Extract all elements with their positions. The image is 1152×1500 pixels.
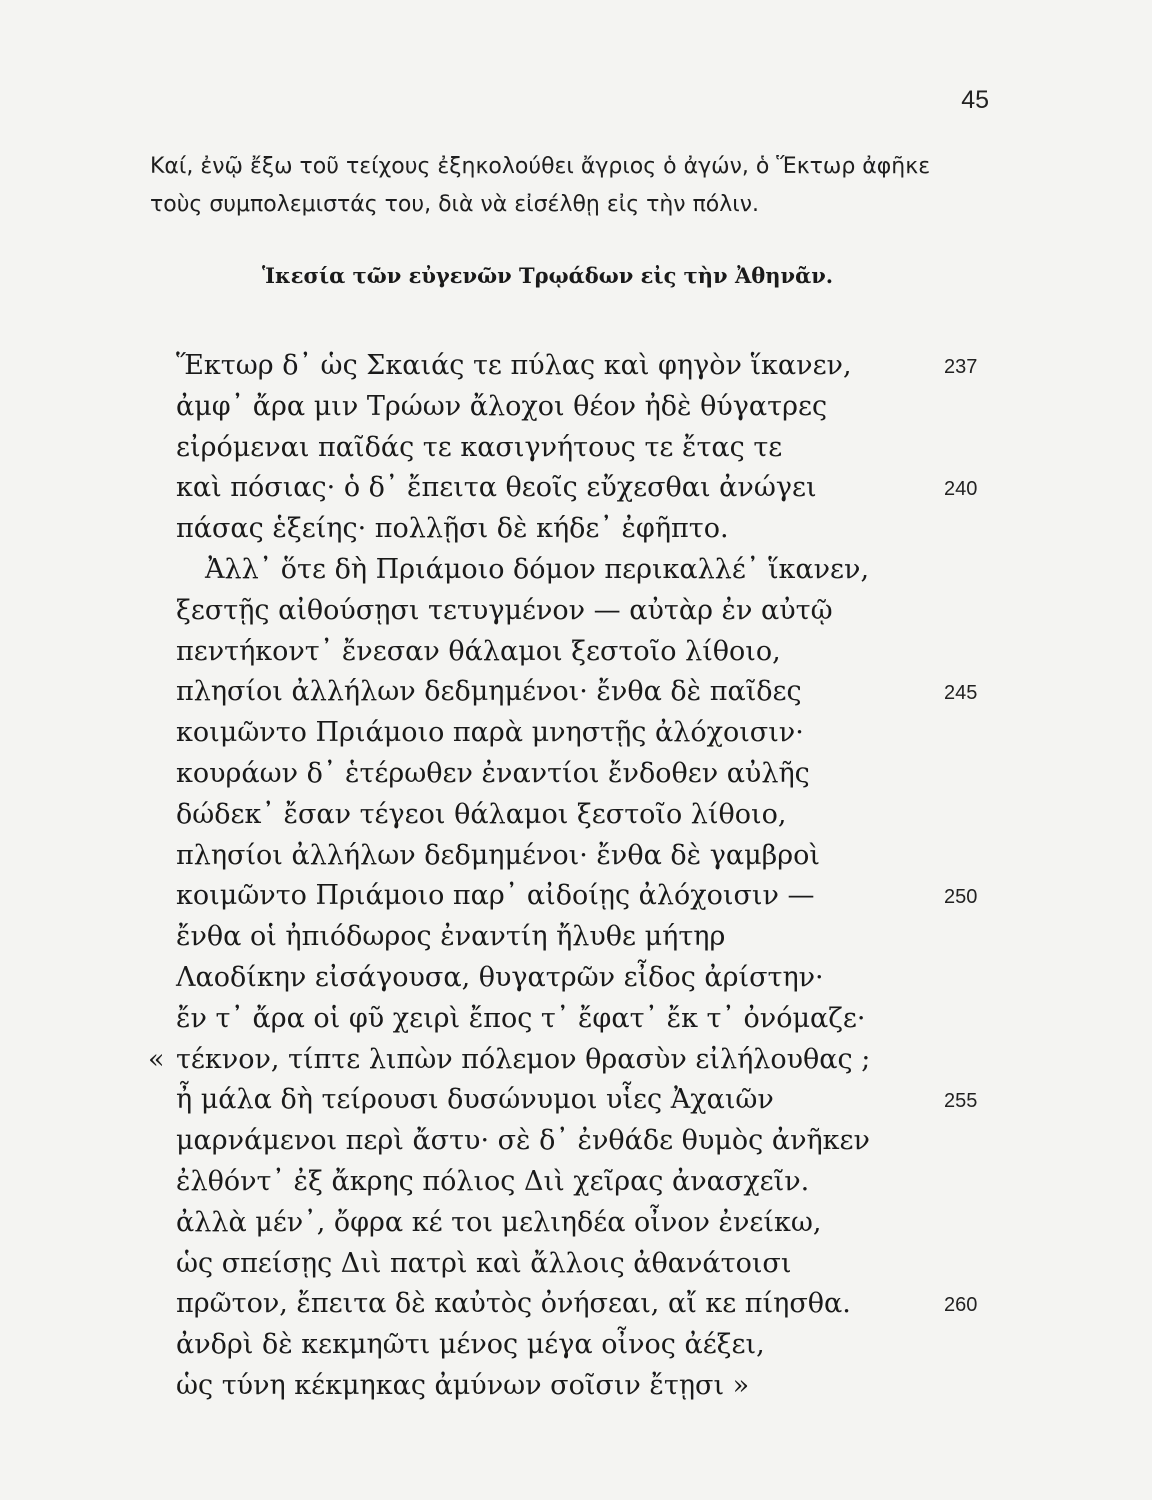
verse-text: εἰρόμεναι παῖδάς τε κασιγνήτους τε ἔτας τε — [176, 431, 783, 463]
line-number: 250 — [944, 886, 978, 909]
verse-line — [0, 1284, 1152, 1325]
verse-text: ξεστῇς αἰθούσῃσι τετυγμένον — αὐτὰρ ἐν αὐτῷ — [176, 594, 833, 626]
verse-text: Ἀλλ᾽ ὅτε δὴ Πριάμοιο δόμον περικαλλέ᾽ ἵκανεν, — [205, 553, 870, 585]
verse-line — [0, 1366, 1152, 1407]
verse-text: δώδεκ᾽ ἔσαν τέγεοι θάλαμοι ξεστοῖο λίθοιο, — [176, 798, 787, 830]
verse-text: ὡς σπείσῃς Διὶ πατρὶ καὶ ἄλλοις ἀθανάτοισι — [176, 1247, 792, 1279]
verse-line — [0, 754, 1152, 795]
verse-text: ἐλθόντ᾽ ἐξ ἄκρης πόλιος Διὶ χεῖρας ἀνασχεῖν. — [176, 1165, 810, 1197]
line-number: 240 — [944, 478, 978, 501]
verse-line — [0, 672, 1152, 713]
verse-text: Λαοδίκην εἰσάγουσα, θυγατρῶν εἶδος ἀρίστην· — [176, 961, 824, 993]
verse-text: κουράων δ᾽ ἑτέρωθεν ἐναντίοι ἔνδοθεν αὐλῆς — [176, 757, 810, 789]
verse-line — [0, 509, 1152, 550]
verse-text: κοιμῶντο Πριάμοιο παρ᾽ αἰδοίῃς ἀλόχοισιν — — [176, 880, 815, 912]
verse-line — [0, 632, 1152, 673]
verse-line — [0, 958, 1152, 999]
line-number: 237 — [944, 356, 978, 378]
verse-line — [0, 999, 1152, 1040]
verse-text: ἀμφ᾽ ἄρα μιν Τρώων ἄλοχοι θέον ἠδὲ θύγατρες — [176, 390, 828, 422]
section-heading: Ἱκεσία τῶν εὐγενῶν Τρῳάδων εἰς τὴν Ἀθηνᾶν. — [262, 263, 834, 288]
verse-text: πλησίοι ἀλλήλων δεδμημένοι· ἔνθα δὲ γαμβροὶ — [176, 839, 820, 871]
page-number: 45 — [961, 86, 989, 114]
verse-text: πρῶτον, ἔπειτα δὲ καὐτὸς ὀνήσεαι, αἴ κε πίησθα. — [176, 1288, 851, 1320]
line-number: 255 — [944, 1090, 978, 1113]
verse-text: Ἕκτωρ δ᾽ ὡς Σκαιάς τε πύλας καὶ φηγὸν ἵκανεν, — [176, 350, 852, 381]
verse-line — [0, 1121, 1152, 1162]
verse-text: ἔν τ᾽ ἄρα οἱ φῦ χειρὶ ἔπος τ᾽ ἔφατ᾽ ἔκ τ᾽ ὀνόμαζε· — [176, 1002, 866, 1034]
verse-block — [0, 346, 1152, 1407]
verse-line — [0, 591, 1152, 632]
verse-line — [0, 346, 1152, 387]
verse-line — [0, 876, 1152, 917]
verse-line — [0, 917, 1152, 958]
opening-quote-mark: « — [148, 1043, 165, 1075]
prose-paragraph — [150, 148, 950, 224]
verse-text: ἀνδρὶ δὲ κεκμηῶτι μένος μέγα οἶνος ἀέξει, — [176, 1329, 765, 1361]
verse-text: μαρνάμενοι περὶ ἄστυ· σὲ δ᾽ ἐνθάδε θυμὸς ἀνῆκεν — [176, 1125, 870, 1157]
prose-line: τοὺς συμπολεμιστάς του, διὰ νὰ εἰσέλθῃ εἰς τὴν πόλιν. — [150, 192, 760, 217]
verse-line — [0, 1244, 1152, 1285]
prose-line: Καί, ἐνῷ ἔξω τοῦ τείχους ἐξηκολούθει ἄγριος ὁ ἀγών, ὁ Ἕκτωρ ἀφῆκε — [150, 154, 931, 179]
verse-line — [0, 795, 1152, 836]
line-number: 260 — [944, 1294, 978, 1317]
verse-line — [0, 713, 1152, 754]
verse-text: καὶ πόσιας· ὁ δ᾽ ἔπειτα θεοῖς εὔχεσθαι ἀνώγει — [176, 472, 817, 504]
verse-line — [0, 428, 1152, 469]
verse-line — [0, 1080, 1152, 1121]
verse-text: ὡς τύνη κέκμηκας ἀμύνων σοῖσιν ἔτῃσι » — [176, 1369, 750, 1401]
verse-line — [0, 1040, 1152, 1081]
verse-text: πάσας ἑξείης· πολλῇσι δὲ κήδε᾽ ἐφῆπτο. — [176, 513, 729, 545]
verse-line — [0, 1162, 1152, 1203]
verse-text: ἀλλὰ μέν᾽, ὄφρα κέ τοι μελιηδέα οἶνον ἐνείκω, — [176, 1206, 822, 1238]
verse-text: πλησίοι ἀλλήλων δεδμημένοι· ἔνθα δὲ παῖδες — [176, 676, 802, 708]
verse-text: ἔνθα οἱ ἠπιόδωρος ἐναντίη ἤλυθε μήτηρ — [176, 921, 726, 953]
verse-line — [0, 550, 1152, 591]
verse-text: πεντήκοντ᾽ ἔνεσαν θάλαμοι ξεστοῖο λίθοιο, — [176, 635, 781, 667]
verse-line — [0, 1325, 1152, 1366]
verse-text: τέκνον, τίπτε λιπὼν πόλεμον θρασὺν εἰλήλουθας ; — [176, 1043, 871, 1075]
verse-line — [0, 387, 1152, 428]
verse-line — [0, 468, 1152, 509]
verse-line — [0, 836, 1152, 877]
verse-text: ἦ μάλα δὴ τείρουσι δυσώνυμοι υἷες Ἀχαιῶν — [176, 1084, 774, 1116]
verse-line — [0, 1203, 1152, 1244]
line-number: 245 — [944, 682, 978, 705]
verse-text: κοιμῶντο Πριάμοιο παρὰ μνηστῇς ἀλόχοισιν· — [176, 717, 804, 749]
